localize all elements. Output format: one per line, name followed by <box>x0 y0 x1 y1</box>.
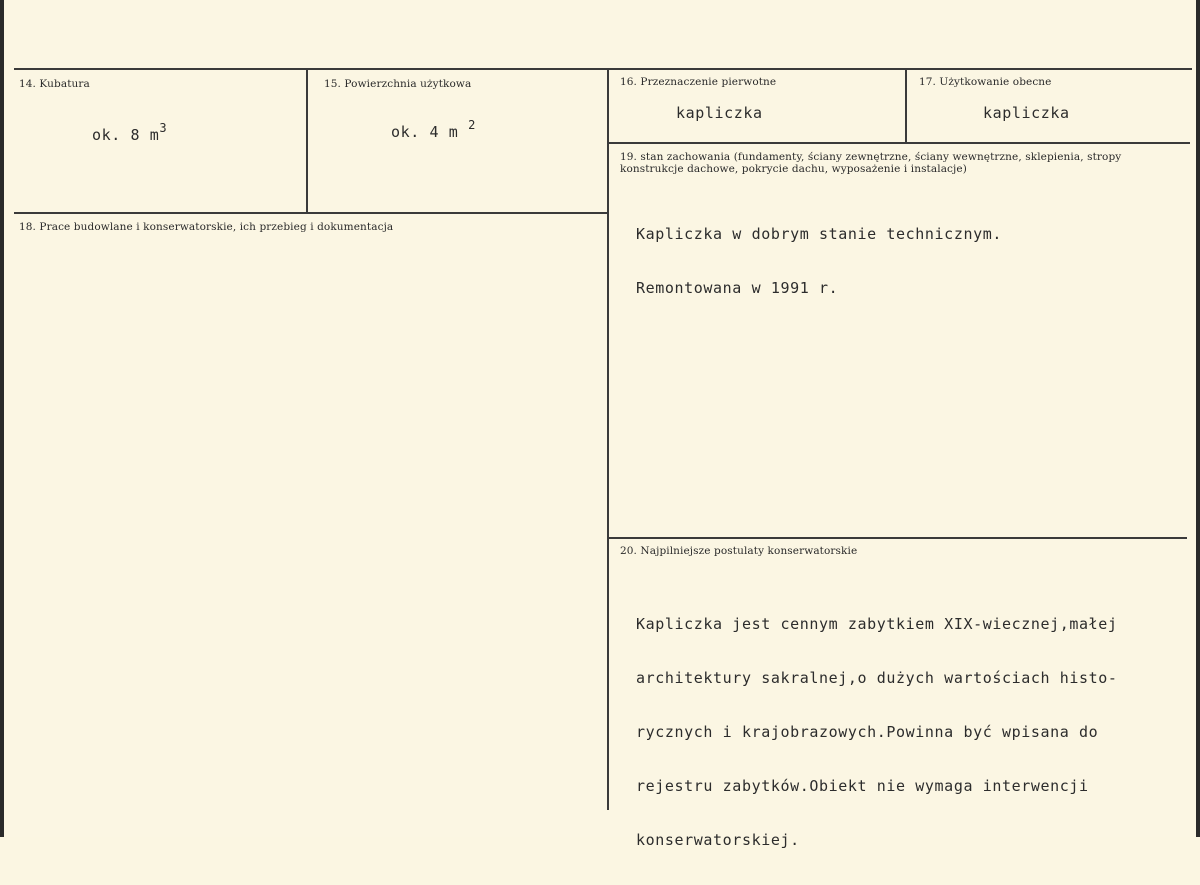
divider-left-right <box>607 70 609 810</box>
field-15-text: ok. 4 m <box>391 123 459 141</box>
field-20-line: rycznych i krajobrazowych.Powinna być wpisana do <box>636 723 1099 741</box>
field-14-label: 14. Kubatura <box>19 78 90 90</box>
field-19-line: Kapliczka w dobrym stanie technicznym. <box>636 225 1002 243</box>
field-14-text: ok. 8 m <box>92 126 160 144</box>
field-20-label: 20. Najpilniejsze postulaty konserwatorskie <box>620 545 858 557</box>
field-15-label: 15. Powierzchnia użytkowa <box>324 78 472 90</box>
field-20-line: konserwatorskiej. <box>636 831 800 849</box>
card-edge-left <box>0 0 4 837</box>
rule-below-19 <box>608 537 1187 539</box>
top-rule <box>14 68 1192 70</box>
field-20-text <box>636 579 1118 885</box>
field-15-exponent: 2 <box>468 118 476 132</box>
field-20-line: rejestru zabytków.Obiekt nie wymaga interwencji <box>636 777 1089 795</box>
field-20-line: Kapliczka jest cennym zabytkiem XIX-wiecznej,małej <box>636 615 1118 633</box>
field-17-value: kapliczka <box>983 104 1070 122</box>
field-15-value <box>391 120 476 141</box>
divider-14-15 <box>306 70 308 213</box>
rule-below-16-17 <box>608 142 1190 144</box>
field-19-line: Remontowana w 1991 r. <box>636 279 839 297</box>
field-16-label: 16. Przeznaczenie pierwotne <box>620 76 777 88</box>
rule-below-14-15 <box>14 212 607 214</box>
card-edge-right <box>1196 0 1200 837</box>
field-20-line: architektury sakralnej,o dużych wartościach histo- <box>636 669 1118 687</box>
field-16-value: kapliczka <box>676 104 763 122</box>
field-14-value <box>92 123 167 144</box>
field-14-exponent: 3 <box>159 121 168 135</box>
divider-16-17 <box>905 70 907 142</box>
field-18-label: 18. Prace budowlane i konserwatorskie, ich przebieg i dokumentacja <box>19 221 394 233</box>
field-17-label: 17. Użytkowanie obecne <box>919 76 1052 88</box>
field-19-text <box>636 189 1002 333</box>
field-19-label: 19. stan zachowania (fundamenty, ściany zewnętrzne, ściany wewnętrzne, sklepienia, stropy konstrukcje dachowe, pokrycie dachu, wyposażenie i instalacje) <box>620 151 1122 175</box>
